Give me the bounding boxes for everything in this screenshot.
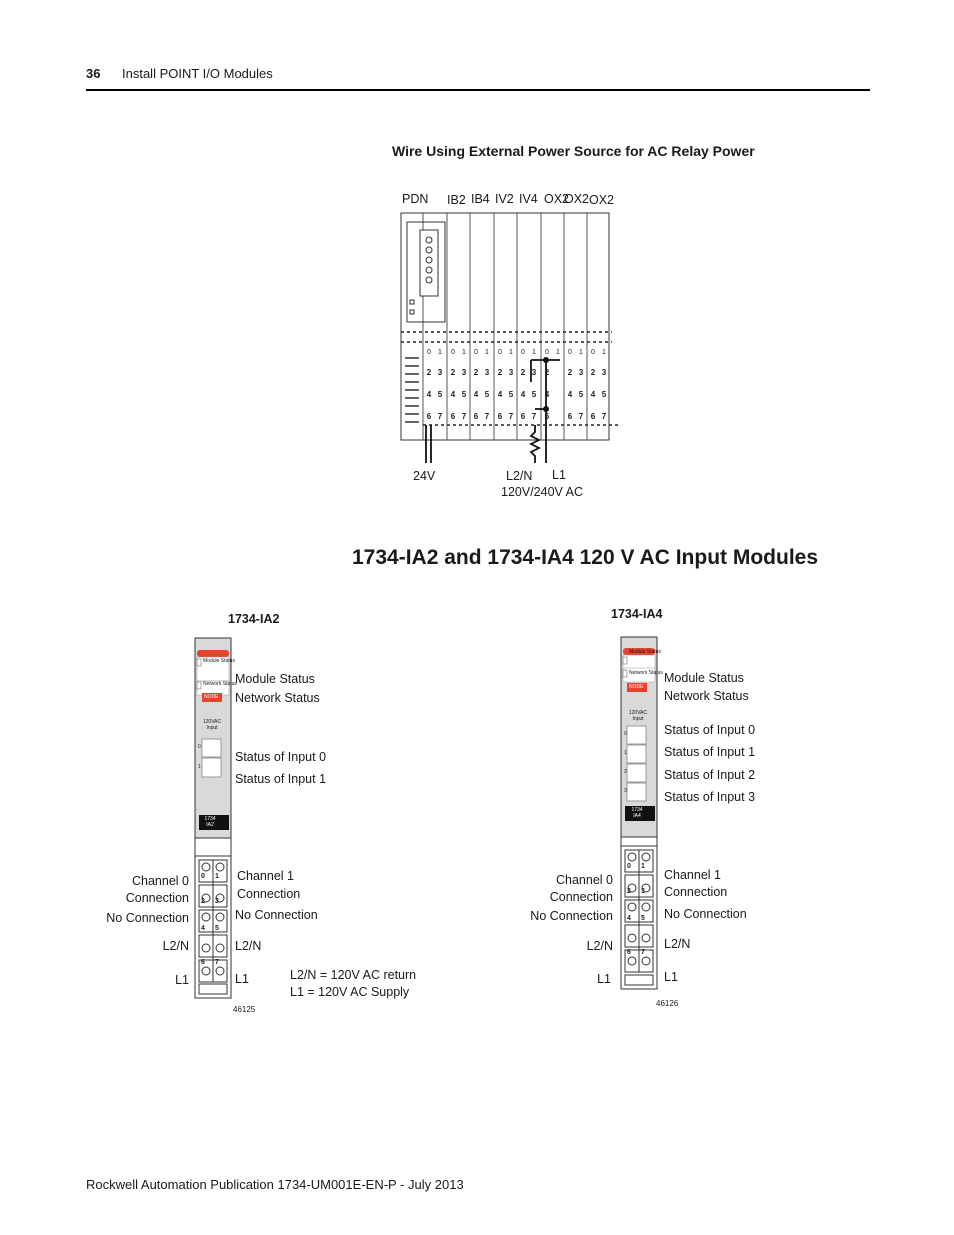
svg-text:4: 4: [450, 390, 456, 399]
module-label-ox2-a: OX2: [544, 192, 570, 206]
svg-text:4: 4: [520, 390, 526, 399]
svg-text:1: 1: [602, 349, 606, 356]
ia4-body-module-status: Module Status: [629, 649, 661, 655]
ia2-l1-right: L1: [235, 972, 249, 986]
svg-text:1: 1: [532, 349, 536, 356]
svg-text:7: 7: [508, 412, 514, 421]
svg-text:6: 6: [590, 412, 596, 421]
svg-text:0: 0: [627, 863, 631, 870]
svg-text:3: 3: [215, 898, 219, 905]
svg-text:0: 0: [451, 349, 455, 356]
svg-text:1: 1: [509, 349, 513, 356]
ia2-body-node: NODE: [204, 694, 219, 700]
svg-text:4: 4: [426, 390, 432, 399]
svg-text:6: 6: [450, 412, 456, 421]
ia2-input-0-status: Status of Input 0: [235, 750, 327, 764]
svg-text:6: 6: [520, 412, 526, 421]
ia4-figure-number: 46126: [656, 999, 679, 1008]
ia2-body-module-status: Module Status: [203, 658, 235, 664]
svg-text:6: 6: [497, 412, 503, 421]
ia4-body-node: NODE: [629, 684, 644, 690]
ia4-input-2-status: Status of Input 2: [664, 768, 756, 782]
svg-text:7: 7: [578, 412, 584, 421]
module-label-ib4: IB4: [471, 192, 490, 206]
running-header: Install POINT I/O Modules: [122, 66, 273, 81]
ia4-ch0-line1: Channel 0: [556, 873, 613, 887]
ia4-l2n-right: L2/N: [664, 937, 691, 951]
wire-label-24v: 24V: [413, 469, 436, 483]
ia2-ch0-line1: Channel 0: [132, 874, 189, 888]
ia2-l1-left: L1: [175, 973, 189, 987]
svg-text:2: 2: [497, 368, 503, 377]
ia4-body-rating: 120VAC Input: [628, 710, 648, 722]
svg-text:2: 2: [590, 368, 596, 377]
svg-text:0: 0: [521, 349, 525, 356]
wire-label-l2n: L2/N: [506, 469, 533, 483]
ia2-ch1-line2: Connection: [237, 887, 301, 901]
svg-text:5: 5: [437, 390, 443, 399]
svg-text:1: 1: [215, 873, 219, 880]
svg-text:3: 3: [641, 888, 645, 895]
ia2-ch0-line2: Connection: [125, 891, 189, 905]
ia4-body-led2: 2: [624, 769, 627, 775]
svg-text:3: 3: [437, 368, 443, 377]
ia2-no-connection-left: No Connection: [106, 911, 189, 925]
ia2-figure-number: 46125: [233, 1005, 256, 1014]
svg-text:6: 6: [473, 412, 479, 421]
svg-text:4: 4: [567, 390, 573, 399]
svg-text:3: 3: [578, 368, 584, 377]
svg-text:1: 1: [641, 863, 645, 870]
svg-text:6: 6: [201, 959, 205, 966]
ia4-module-status: Module Status: [664, 671, 744, 685]
svg-text:5: 5: [508, 390, 514, 399]
ia4-body-led0: 0: [624, 731, 627, 737]
svg-text:6: 6: [627, 949, 631, 956]
module-label-iv2: IV2: [495, 192, 514, 206]
ia4-input-3-status: Status of Input 3: [664, 790, 756, 804]
svg-text:2: 2: [426, 368, 432, 377]
ia2-ch1-line1: Channel 1: [237, 869, 294, 883]
wire-label-l1: L1: [552, 468, 566, 482]
svg-text:4: 4: [544, 390, 550, 399]
ia4-ch1-line1: Channel 1: [664, 868, 721, 882]
ia4-input-0-status: Status of Input 0: [664, 723, 756, 737]
ia4-ch0-line2: Connection: [549, 890, 613, 904]
svg-text:3: 3: [508, 368, 514, 377]
svg-text:0: 0: [201, 873, 205, 880]
svg-text:7: 7: [215, 959, 219, 966]
figure-title: Wire Using External Power Source for AC Relay Power: [392, 143, 755, 159]
ia2-network-status: Network Status: [235, 691, 320, 705]
ia4-body-led3: 3: [624, 788, 627, 794]
svg-text:6: 6: [426, 412, 432, 421]
svg-text:1: 1: [485, 349, 489, 356]
svg-text:2: 2: [567, 368, 573, 377]
svg-text:6: 6: [544, 412, 550, 421]
ia2-body-network-status: Network Status: [203, 681, 237, 687]
ia4-no-connection-right: No Connection: [664, 907, 747, 921]
ia2-title: 1734-IA2: [228, 612, 280, 626]
ia2-body-led1: 1: [198, 764, 201, 770]
supply-label: 120V/240V AC: [501, 485, 584, 499]
svg-text:0: 0: [568, 349, 572, 356]
ia2-body-rating: 120VAC Input: [202, 719, 222, 731]
ia2-body-tag: 1734 IA2: [204, 816, 216, 828]
ia2-body-led0: 0: [198, 744, 201, 750]
svg-text:1: 1: [438, 349, 442, 356]
svg-text:7: 7: [461, 412, 467, 421]
page-footer: Rockwell Automation Publication 1734-UM001E-EN-P - July 2013: [86, 1177, 464, 1192]
ia4-no-connection-left: No Connection: [530, 909, 613, 923]
svg-text:0: 0: [498, 349, 502, 356]
page-number: 36: [86, 66, 101, 81]
svg-text:2: 2: [473, 368, 479, 377]
ia2-input-1-status: Status of Input 1: [235, 772, 327, 786]
svg-text:6: 6: [567, 412, 573, 421]
svg-text:5: 5: [641, 915, 645, 922]
svg-text:2: 2: [627, 888, 631, 895]
ia4-body-network-status: Network Status: [629, 670, 663, 676]
section-title: 1734-IA2 and 1734-IA4 120 V AC Input Modules: [352, 546, 819, 569]
svg-text:2: 2: [520, 368, 526, 377]
svg-text:4: 4: [473, 390, 479, 399]
svg-text:0: 0: [474, 349, 478, 356]
svg-text:5: 5: [531, 390, 537, 399]
svg-text:7: 7: [484, 412, 490, 421]
module-label-ib2: IB2: [447, 193, 466, 207]
svg-text:2: 2: [544, 368, 550, 377]
svg-text:5: 5: [461, 390, 467, 399]
svg-text:4: 4: [590, 390, 596, 399]
svg-text:7: 7: [531, 412, 537, 421]
svg-text:2: 2: [201, 898, 205, 905]
svg-text:4: 4: [627, 915, 631, 922]
svg-text:7: 7: [437, 412, 443, 421]
svg-text:5: 5: [578, 390, 584, 399]
ia2-l2n-left: L2/N: [162, 939, 189, 953]
svg-text:3: 3: [601, 368, 607, 377]
svg-text:2: 2: [450, 368, 456, 377]
svg-text:3: 3: [461, 368, 467, 377]
ia4-ch1-line2: Connection: [664, 885, 728, 899]
svg-text:0: 0: [427, 349, 431, 356]
svg-text:3: 3: [484, 368, 490, 377]
svg-text:7: 7: [641, 949, 645, 956]
ia2-l2n-right: L2/N: [235, 939, 262, 953]
ia2-note-line1: L2/N = 120V AC return: [290, 968, 417, 982]
svg-text:1: 1: [579, 349, 583, 356]
ia2-no-connection-right: No Connection: [235, 908, 318, 922]
ia4-title: 1734-IA4: [611, 607, 663, 621]
ia2-module-status: Module Status: [235, 672, 315, 686]
svg-text:1: 1: [556, 349, 560, 356]
svg-text:1: 1: [462, 349, 466, 356]
svg-text:7: 7: [601, 412, 607, 421]
svg-text:0: 0: [545, 349, 549, 356]
svg-text:4: 4: [497, 390, 503, 399]
ia2-note-line2: L1 = 120V AC Supply: [290, 985, 410, 999]
ia4-body-led1: 1: [624, 750, 627, 756]
svg-text:5: 5: [601, 390, 607, 399]
module-label-ox2-b: OX2: [564, 192, 590, 206]
ia4-network-status: Network Status: [664, 689, 749, 703]
svg-text:4: 4: [201, 925, 205, 932]
svg-text:5: 5: [484, 390, 490, 399]
ia4-l1-right: L1: [664, 970, 678, 984]
module-label-pdn: PDN: [402, 192, 429, 206]
svg-text:5: 5: [215, 925, 219, 932]
ia4-l1-left: L1: [597, 972, 611, 986]
svg-text:0: 0: [591, 349, 595, 356]
module-label-iv4: IV4: [519, 192, 538, 206]
ia4-body-tag: 1734 IA4: [631, 807, 643, 819]
ia4-input-1-status: Status of Input 1: [664, 745, 756, 759]
module-label-ox2-c: OX2: [589, 193, 615, 207]
ia4-l2n-left: L2/N: [586, 939, 613, 953]
svg-text:3: 3: [531, 368, 537, 377]
